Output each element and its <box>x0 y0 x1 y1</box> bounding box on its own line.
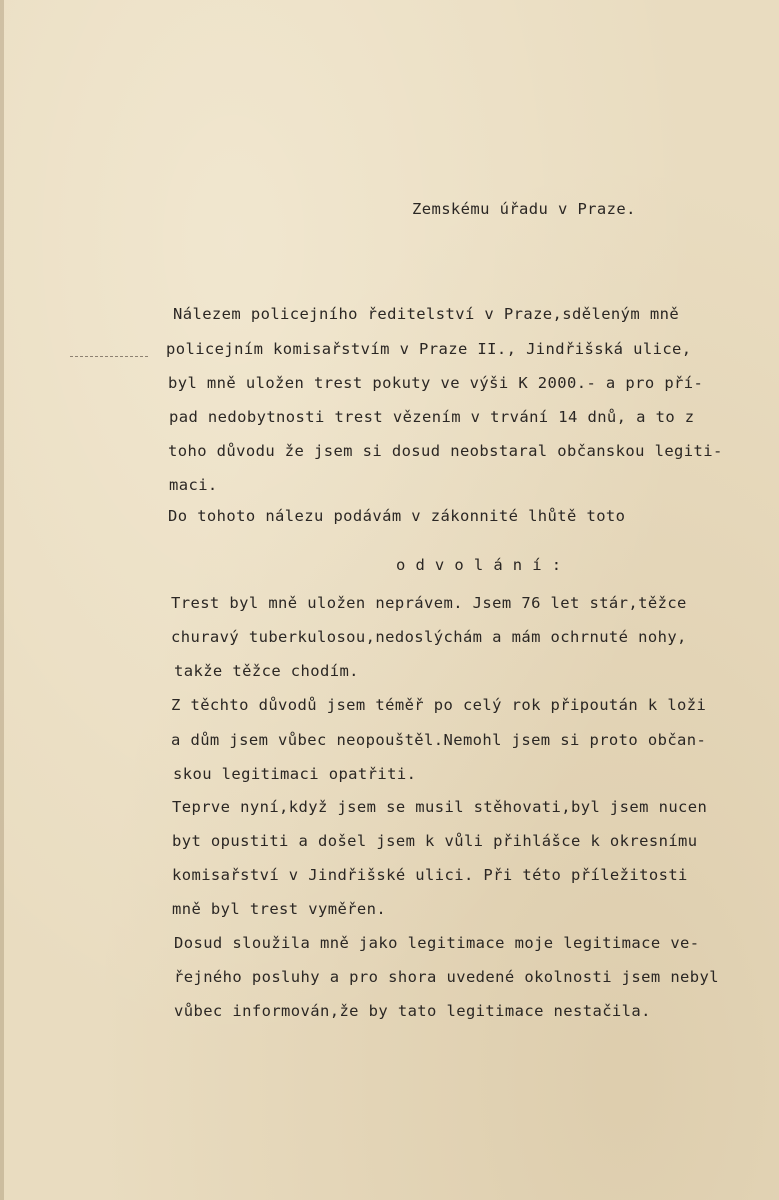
paragraph-1-line-1: Nálezem policejního ředitelství v Praze,sděleným mně <box>173 305 680 323</box>
paragraph-6-line-2: řejného posluhy a pro shora uvedené okolnosti jsem nebyl <box>174 968 719 986</box>
paragraph-4-line-2: a dům jsem vůbec neopouštěl.Nemohl jsem si proto občan- <box>171 731 707 749</box>
paragraph-6-line-3: vůbec informován,že by tato legitimace nestačila. <box>174 1002 651 1020</box>
addressee: Zemskému úřadu v Praze. <box>412 200 636 218</box>
paragraph-5-line-2: byt opustiti a došel jsem k vůli přihlášce k okresnímu <box>172 832 698 850</box>
paragraph-6-line-1: Dosud sloužila mně jako legitimace moje legitimace ve- <box>174 934 700 952</box>
paragraph-3-line-3: takže těžce chodím. <box>174 662 359 680</box>
heading-odvolani: o d v o l á n í : <box>396 556 562 574</box>
paragraph-1-line-2: policejním komisařstvím v Praze II., Jindřišská ulice, <box>166 340 692 358</box>
paragraph-4-line-1: Z těchto důvodů jsem téměř po celý rok připoután k loži <box>171 696 707 714</box>
paragraph-1-line-3: byl mně uložen trest pokuty ve výši K 2000.- a pro pří- <box>168 374 704 392</box>
paragraph-5-line-4: mně byl trest vyměřen. <box>172 900 387 918</box>
paragraph-1-line-6: maci. <box>169 476 218 494</box>
paragraph-5-line-3: komisařství v Jindřišské ulici. Při této příležitosti <box>172 866 688 884</box>
paragraph-5-line-1: Teprve nyní,když jsem se musil stěhovati,byl jsem nucen <box>172 798 708 816</box>
paragraph-1-line-5: toho důvodu že jsem si dosud neobstaral občanskou legiti- <box>168 442 723 460</box>
paragraph-3-line-1: Trest byl mně uložen neprávem. Jsem 76 let stár,těžce <box>171 594 687 612</box>
paragraph-4-line-3: skou legitimaci opatřiti. <box>173 765 417 783</box>
paragraph-3-line-2: churavý tuberkulosou,nedoslýchám a mám ochrnuté nohy, <box>171 628 687 646</box>
paragraph-1-line-4: pad nedobytnosti trest vězením v trvání 14 dnů, a to z <box>169 408 695 426</box>
paragraph-2: Do tohoto nálezu podávám v zákonnité lhůtě toto <box>168 507 626 525</box>
margin-dashes <box>70 356 148 357</box>
page-edge-shadow <box>0 0 4 1200</box>
